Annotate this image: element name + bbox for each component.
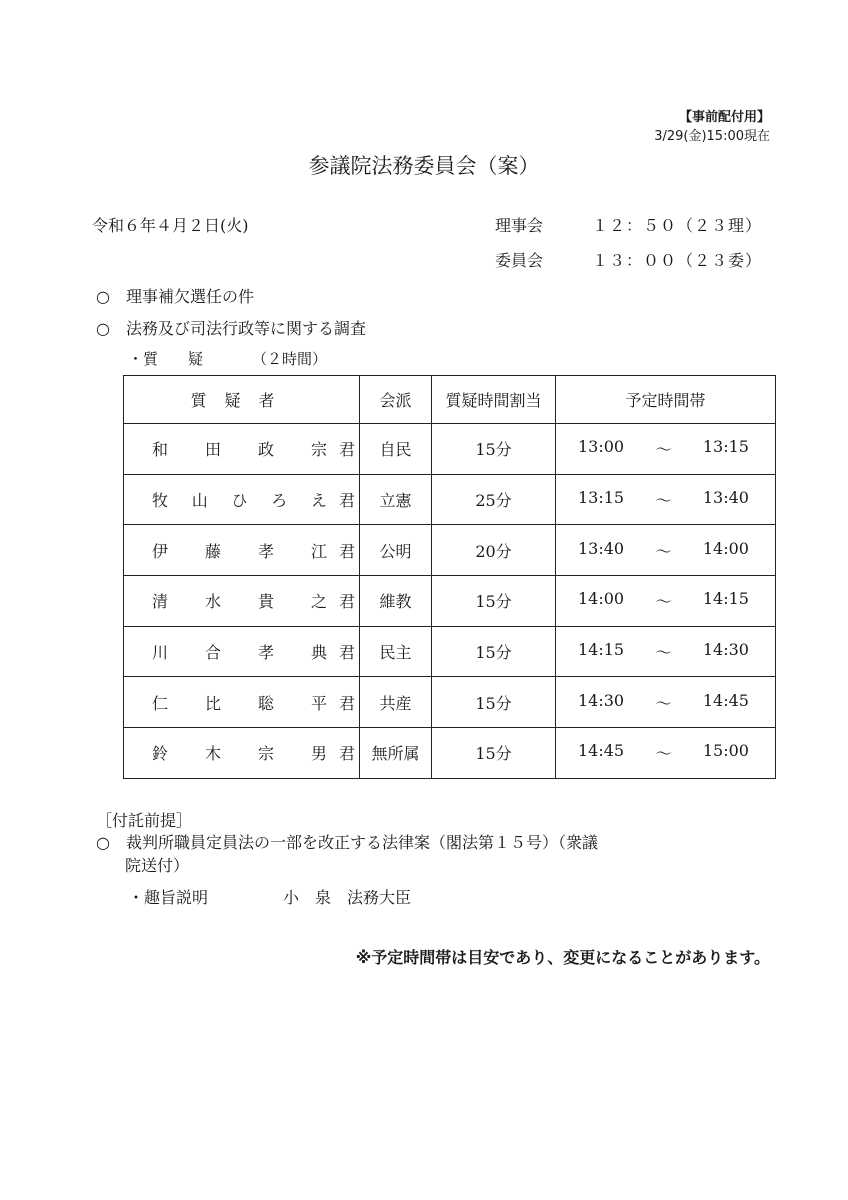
meeting-date: 令和６年４月２日(火) <box>92 216 249 235</box>
honorific: 君 <box>339 491 356 511</box>
slot-cell <box>556 525 776 576</box>
table-row <box>124 677 776 728</box>
schedule-value-committee: １３：００（２３委） <box>592 251 763 270</box>
agenda-item-1: ○ 理事補欠選任の件 <box>96 287 254 306</box>
slot-start: 14:15 <box>578 640 625 660</box>
bill-title-line1: ○ 裁判所職員定員法の一部を改正する法律案（閣法第１５号）（衆議 <box>96 833 598 852</box>
party-cell: 無所属 <box>360 728 432 779</box>
questioner-name: 鈴木宗男 <box>152 744 327 764</box>
slot-tilde: ～ <box>655 744 672 764</box>
slot-start: 14:30 <box>578 690 625 710</box>
slot-start: 13:00 <box>578 437 625 457</box>
slot-end: 13:40 <box>702 488 749 508</box>
header-slot: 予定時間帯 <box>556 376 776 424</box>
distribution-tag: 【事前配付用】 <box>678 110 770 125</box>
slot-tilde: ～ <box>655 693 672 713</box>
questioner-cell <box>124 677 360 728</box>
honorific: 君 <box>339 744 356 764</box>
questioner-name: 川合孝典 <box>152 643 327 663</box>
honorific: 君 <box>339 643 356 663</box>
schedule-value-board: １２：５０（２３理） <box>592 216 763 235</box>
explain-presenter: 小 泉 法務大臣 <box>283 888 412 907</box>
slot-tilde: ～ <box>655 541 672 561</box>
slot-tilde: ～ <box>655 440 672 460</box>
referral-heading: ［付託前提］ <box>96 811 193 830</box>
table-row <box>124 576 776 627</box>
minutes-cell: 15分 <box>432 728 556 779</box>
slot-tilde: ～ <box>655 491 672 511</box>
slot-tilde: ～ <box>655 643 672 663</box>
questioner-name: 牧山ひろえ <box>152 491 327 511</box>
table-row <box>124 424 776 475</box>
slot-end: 14:00 <box>702 538 749 558</box>
minutes-cell: 15分 <box>432 626 556 677</box>
table-row <box>124 474 776 525</box>
slot-start: 14:00 <box>578 589 625 609</box>
slot-end: 14:45 <box>702 690 749 710</box>
table-row <box>124 525 776 576</box>
questioner-cell <box>124 474 360 525</box>
questioner-cell <box>124 728 360 779</box>
questioner-name: 伊藤孝江 <box>152 541 327 561</box>
honorific: 君 <box>339 693 356 713</box>
questioner-name: 和田政宗 <box>152 440 327 460</box>
slot-end: 13:15 <box>702 437 749 457</box>
slot-cell <box>556 576 776 627</box>
as-of-timestamp: 3/29(金)15:00現在 <box>654 129 770 144</box>
slot-start: 13:15 <box>578 488 625 508</box>
slot-cell <box>556 626 776 677</box>
header-questioner: 質疑者 <box>124 376 360 424</box>
questioner-cell <box>124 525 360 576</box>
header-time-alloc: 質疑時間割当 <box>432 376 556 424</box>
agenda-item-2: ○ 法務及び司法行政等に関する調査 <box>96 319 366 338</box>
slot-start: 13:40 <box>578 538 625 558</box>
party-cell: 公明 <box>360 525 432 576</box>
schedule-label-committee: 委員会 <box>495 251 544 270</box>
questioner-table <box>123 375 776 779</box>
header-party: 会派 <box>360 376 432 424</box>
party-cell: 自民 <box>360 424 432 475</box>
minutes-cell: 15分 <box>432 576 556 627</box>
minutes-cell: 25分 <box>432 474 556 525</box>
bill-title-line2: 院送付） <box>125 856 190 875</box>
honorific: 君 <box>339 592 356 612</box>
slot-tilde: ～ <box>655 592 672 612</box>
agenda-sub-duration: （２時間） <box>252 350 328 368</box>
page-title: 参議院法務委員会（案） <box>308 154 540 178</box>
party-cell: 共産 <box>360 677 432 728</box>
honorific: 君 <box>339 541 356 561</box>
schedule-note: ※予定時間帯は目安であり、変更になることがあります。 <box>355 948 770 967</box>
slot-cell <box>556 677 776 728</box>
minutes-cell: 20分 <box>432 525 556 576</box>
slot-cell <box>556 474 776 525</box>
slot-cell <box>556 424 776 475</box>
slot-start: 14:45 <box>578 741 625 761</box>
slot-cell <box>556 728 776 779</box>
party-cell: 維教 <box>360 576 432 627</box>
questioner-cell <box>124 424 360 475</box>
minutes-cell: 15分 <box>432 424 556 475</box>
questioner-name: 清水貴之 <box>152 592 327 612</box>
questioner-cell <box>124 576 360 627</box>
slot-end: 15:00 <box>702 741 749 761</box>
questioner-cell <box>124 626 360 677</box>
slot-end: 14:15 <box>702 589 749 609</box>
honorific: 君 <box>339 440 356 460</box>
table-row <box>124 626 776 677</box>
table-row <box>124 728 776 779</box>
schedule-label-board: 理事会 <box>495 216 544 235</box>
explain-label: ・趣旨説明 <box>128 888 209 907</box>
agenda-sub-label: ・質 疑 <box>128 350 204 368</box>
party-cell: 立憲 <box>360 474 432 525</box>
slot-end: 14:30 <box>702 640 749 660</box>
questioner-name: 仁比聡平 <box>152 693 327 713</box>
party-cell: 民主 <box>360 626 432 677</box>
table-header-row <box>124 376 776 424</box>
minutes-cell: 15分 <box>432 677 556 728</box>
